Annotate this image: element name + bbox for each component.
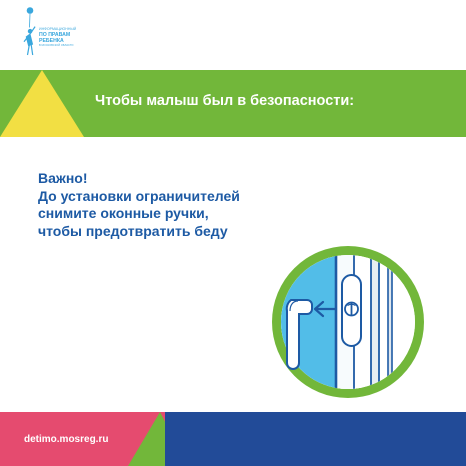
message-line-3: снимите оконные ручки, [38, 205, 209, 222]
window-handle-illustration [263, 237, 433, 407]
logo-line-2: ПО ПРАВАМ [39, 31, 71, 38]
logo-line-1: ИНФОРМАЦИОННЫЙ [39, 27, 77, 31]
footer-navy-panel [165, 412, 466, 466]
message-line-2: До установки ограничителей [38, 187, 240, 204]
website-link[interactable]: detimo.mosreg.ru [24, 434, 109, 445]
brand-logo [22, 6, 94, 56]
yellow-triangle-icon [0, 70, 84, 137]
logo-text [39, 28, 76, 48]
message-line-4: чтобы предотвратить беду [38, 222, 228, 239]
logo-line-3: РЕБЕНКА [39, 37, 64, 44]
headline-text: Чтобы малыш был в безопасности: [95, 93, 355, 109]
logo-line-4: В МОСКОВСКОЙ ОБЛАСТИ [39, 43, 74, 47]
balloon-girl-icon [22, 6, 38, 56]
window-lock-icon [342, 275, 361, 346]
message-line-1: Важно! [38, 170, 88, 186]
safety-message [38, 170, 298, 241]
